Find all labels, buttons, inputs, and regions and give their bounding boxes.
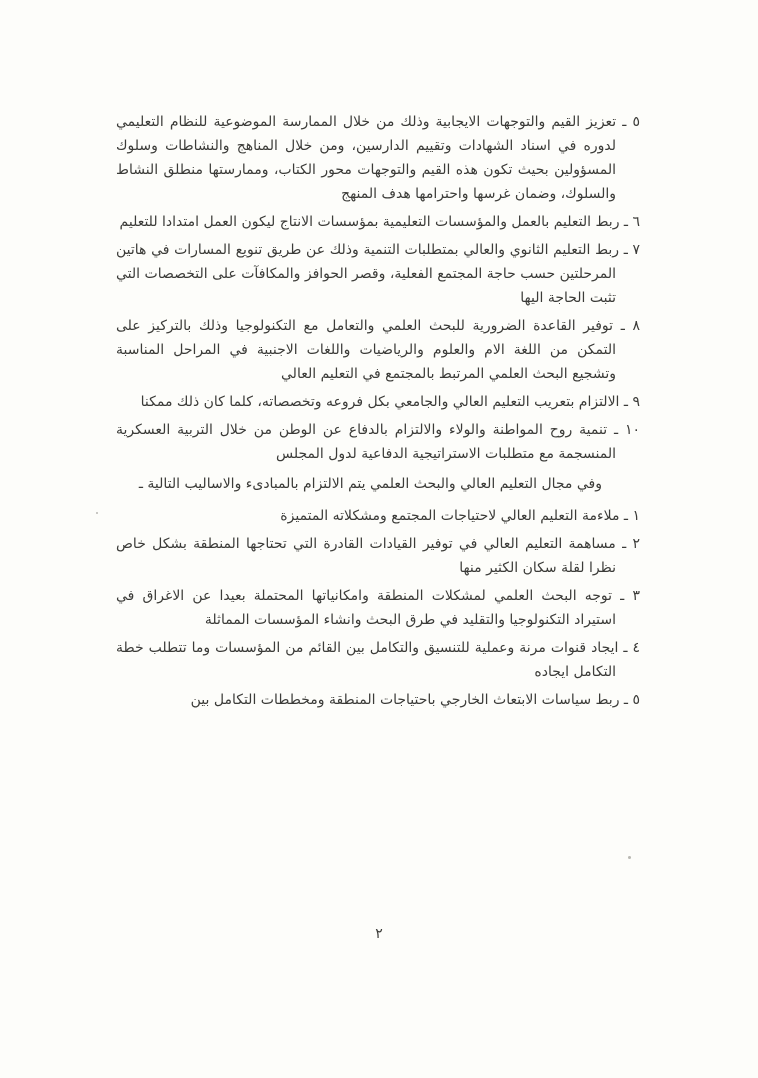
paragraph (116, 418, 640, 466)
document-text-block (116, 110, 640, 716)
item-number: ٧ ـ (619, 242, 640, 258)
item-number: ٦ ـ (619, 214, 640, 230)
item-text: تنمية روح المواطنة والولاء والالتزام بالدفاع عن الوطن من خلال التربية العسكرية المنسجمة مع متطلبات الاستراتيجية الدفاعية لدول المجلس (116, 422, 616, 462)
paragraph (116, 210, 640, 234)
paragraph (116, 238, 640, 310)
scan-speck (628, 856, 631, 859)
paragraph (116, 314, 640, 386)
scan-speck (96, 512, 98, 514)
paragraph (116, 110, 640, 206)
item-number: ٥ ـ (619, 692, 640, 708)
item-text: ربط التعليم بالعمل والمؤسسات التعليمية بمؤسسات الانتاج ليكون العمل امتدادا للتعليم (119, 214, 620, 230)
paragraph (116, 504, 640, 528)
item-text: الالتزام بتعريب التعليم العالي والجامعي بكل فروعه وتخصصاته، كلما كان ذلك ممكنا (140, 394, 620, 410)
paragraph (116, 584, 640, 632)
paragraph (116, 472, 640, 496)
item-text: مساهمة التعليم العالي في توفير القيادات القادرة التي تحتاجها المنطقة بشكل خاص نظرا لقلة سكان الكثير منها (116, 536, 616, 576)
item-text: توجه البحث العلمي لمشكلات المنطقة وامكانياتها المحتملة بعيدا عن الاغراق في استيراد التكنولوجيا والتقليد في طرق البحث وانشاء المؤسسات المماثلة (116, 588, 616, 628)
paragraph (116, 390, 640, 414)
item-number: ٣ ـ (612, 588, 640, 604)
item-number: ٩ ـ (619, 394, 640, 410)
item-number: ٢ ـ (615, 536, 640, 552)
item-text: وفي مجال التعليم العالي والبحث العلمي يتم الالتزام بالمبادىء والاساليب التالية ـ (138, 476, 602, 492)
item-number: ١ ـ (619, 508, 640, 524)
item-number: ٨ ـ (613, 318, 640, 334)
paragraph (116, 636, 640, 684)
item-text: ربط التعليم الثانوي والعالي بمتطلبات التنمية وذلك عن طريق تنويع المسارات في هاتين المرحلتين حسب حاجة المجتمع الفعلية، وقصر الحوافز والمكافآت على التخصصات التي تثبت الحاجة اليها (116, 242, 620, 306)
page-number: ٢ (375, 926, 383, 942)
item-text: ايجاد قنوات مرنة وعملية للتنسيق والتكامل بين القائم من المؤسسات وما تتطلب خطة التكامل ايجاده (116, 640, 619, 680)
paragraph (116, 532, 640, 580)
item-text: تعزيز القيم والتوجهات الايجابية وذلك من خلال الممارسة الموضوعية للنظام التعليمي لدوره في اسناد الشهادات وتقييم الدارسين، ومن خلال المناهج والنشاطات وسلوك المسؤولين بحيث تكون هذه القيم والتوجهات محور الكتاب، وممارستها منطلق النشاط والسلوك، وضمان غرسها واحترامها هدف المنهج (116, 114, 617, 202)
item-number: ١٠ ـ (607, 422, 640, 438)
paragraph (116, 688, 640, 712)
item-text: ملاءمة التعليم العالي لاحتياجات المجتمع ومشكلاته المتميزة (280, 508, 620, 524)
item-text: ربط سياسات الابتعاث الخارجي باحتياجات المنطقة ومخططات التكامل بين (190, 692, 620, 708)
item-text: توفير القاعدة الضرورية للبحث العلمي والتعامل مع التكنولوجيا وذلك بالتركيز على التمكن من اللغة الام والعلوم والرياضيات واللغات الاجنبية في المراحل المناسبة وتشجيع البحث العلمي المرتبط بالمجتمع في التعليم العالي (116, 318, 616, 382)
item-number: ٤ ـ (618, 640, 640, 656)
item-number: ٥ ـ (616, 114, 640, 130)
